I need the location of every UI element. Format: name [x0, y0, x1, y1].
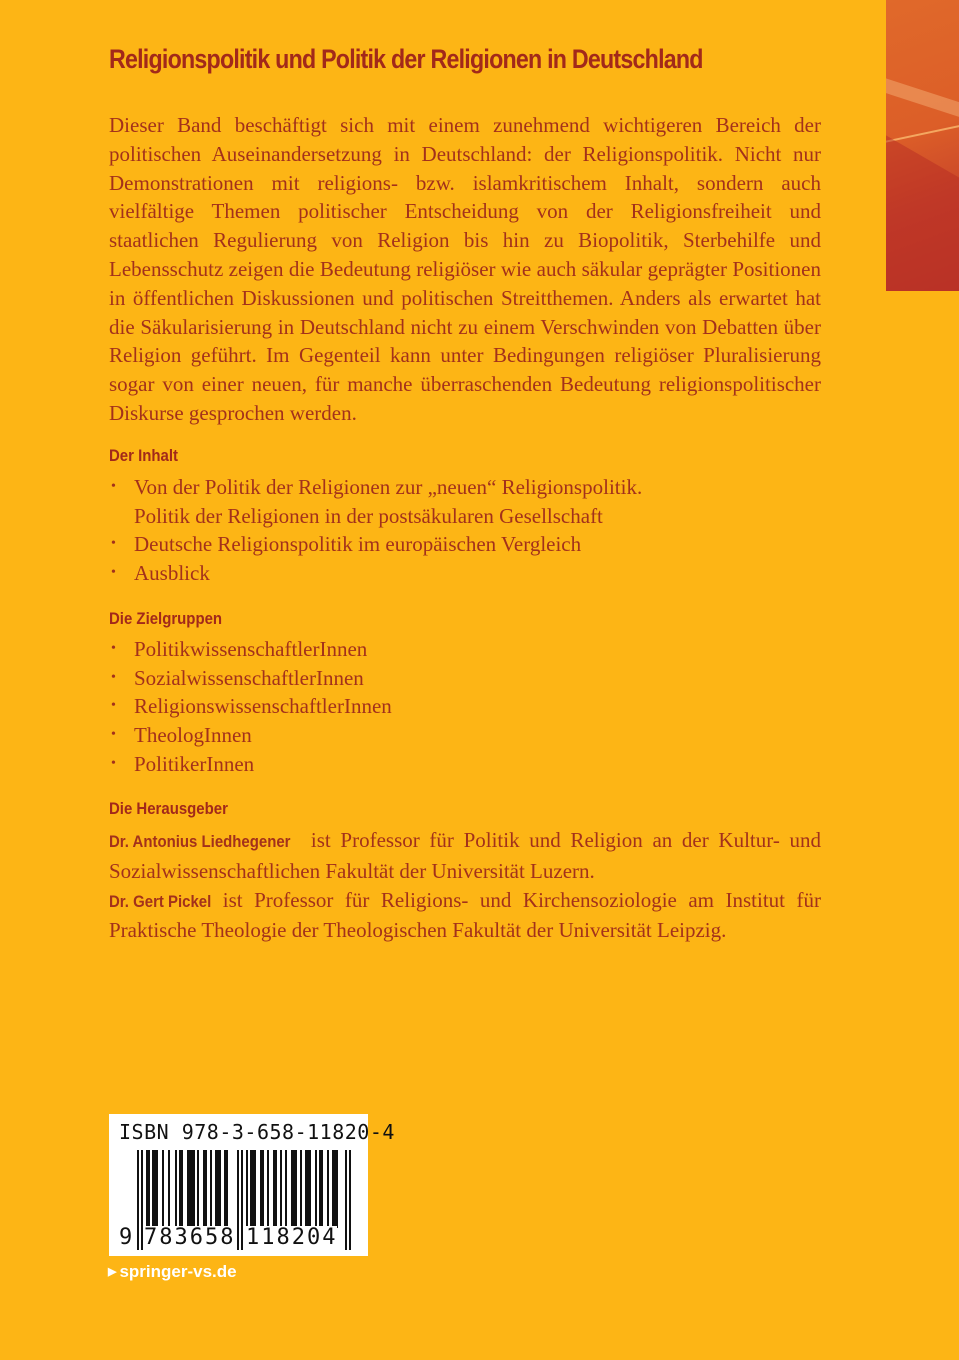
- barcode-digits-left: 783658: [144, 1225, 236, 1250]
- bullet-icon: •: [111, 727, 116, 743]
- bullet-icon: •: [111, 479, 116, 494]
- list-item: • PolitikwissenschaftlerInnen: [109, 635, 392, 664]
- editors-heading: Die Herausgeber: [109, 799, 228, 818]
- editor-bio: ist Professor für Religions- und Kirchensoziologie am Institut für Praktische Theologie der Theologischen Fakultät der Universität Leipzig.: [109, 887, 822, 943]
- list-item: • PolitikerInnen: [109, 750, 392, 779]
- list-item: • Ausblick: [109, 559, 642, 588]
- editor-entry: [109, 826, 821, 886]
- publisher-link[interactable]: [108, 1262, 237, 1282]
- play-arrow-icon: ▶: [108, 1266, 117, 1278]
- book-blurb: Dieser Band beschäftigt sich mit einem zunehmend wichtigeren Bereich der politischen Auseinandersetzung in Deutschland: der Religionspolitik. Nicht nur Demonstrationen mit religions- bzw. islamkritischem Inhalt, sondern auch vielfältige Themen politischer Entscheidung von der Religionsfreiheit und staatlichen Regulierung von Religion bis hin zu Biopolitik, Sterbehilfe und Lebensschutz zeigen die Bedeutung religiöser wie auch säkular geprägter Positionen in öffentlichen Diskussionen und politischen Streitthemen. Anders als erwartet hat die Säkularisierung in Deutschland nicht zu einem Verschwinden von Debatten über Religion geführt. Im Gegenteil kann unter Bedingungen religiöser Pluralisierung sogar von einer neuen, für manche überraschenden Bedeutung religionspolitischer Diskurse gesprochen werden.: [109, 113, 821, 425]
- barcode-digits-right: 118204: [246, 1225, 338, 1250]
- list-item: • ReligionswissenschaftlerInnen: [109, 692, 392, 721]
- bullet-icon: •: [111, 536, 116, 552]
- editor-entry: [109, 886, 821, 946]
- isbn-barcode: [109, 1114, 395, 1256]
- contents-heading: Der Inhalt: [109, 446, 178, 465]
- editor-bio: ist Professor für Politik und Religion an der Kultur- und Sozialwissenschaftlichen Fakultät der Universität Luzern.: [109, 828, 821, 883]
- list-item: • Von der Politik der Religionen zur „neuen“ Religionspolitik.: [109, 473, 642, 502]
- contents-list: [109, 473, 642, 588]
- list-item-continuation: Politik der Religionen in der postsäkularen Gesellschaft: [134, 503, 603, 528]
- list-item: • Deutsche Religionspolitik im europäischen Vergleich: [109, 530, 642, 559]
- bullet-icon: •: [111, 641, 116, 656]
- editor-name: Dr. Antonius Liedhegener: [109, 832, 291, 851]
- bullet-icon: •: [111, 669, 116, 685]
- bullet-icon: •: [111, 755, 116, 771]
- isbn-label: ISBN 978-3-658-11820-4: [119, 1120, 395, 1144]
- audience-heading: Die Zielgruppen: [109, 609, 223, 628]
- book-title: Religionspolitik und Politik der Religionen in Deutschland: [109, 44, 703, 74]
- editor-name: Dr. Gert Pickel: [109, 891, 212, 911]
- cover-corner-graphic: [886, 0, 959, 291]
- list-item: • SozialwissenschaftlerInnen: [109, 664, 392, 693]
- publisher-url: springer-vs.de: [119, 1262, 237, 1281]
- audience-list: [109, 635, 392, 779]
- list-item: • TheologInnen: [109, 721, 392, 750]
- editors-section: [109, 826, 821, 945]
- bullet-icon: •: [111, 565, 116, 581]
- barcode-digit-first: 9: [119, 1225, 133, 1250]
- bullet-icon: •: [111, 698, 116, 714]
